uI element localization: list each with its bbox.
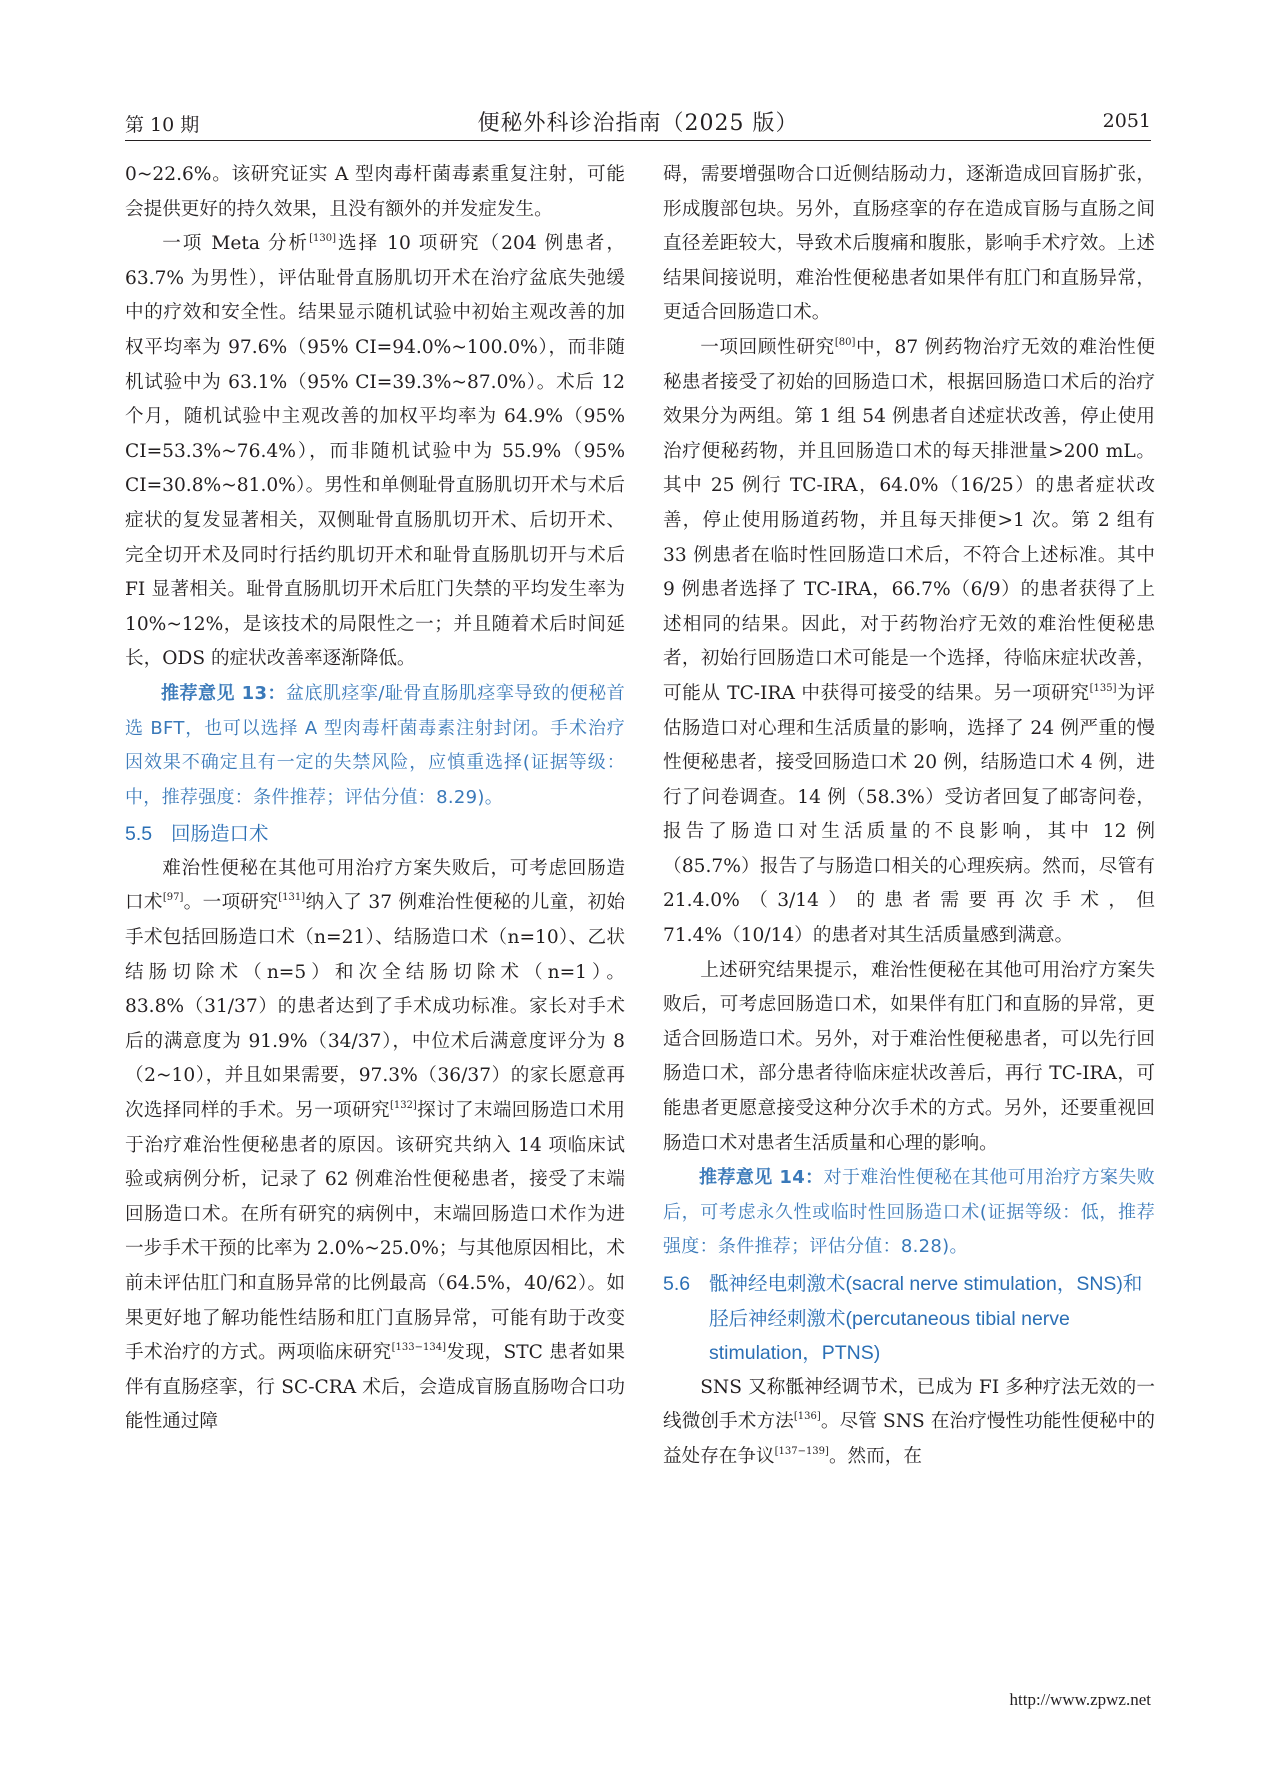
citation-ref: [97]	[162, 892, 184, 904]
left-column	[125, 158, 625, 1440]
text-run: 一项 Meta 分析	[162, 233, 310, 255]
paragraph: 碍，需要增强吻合口近侧结肠动力，逐渐造成回盲肠扩张，形成腹部包块。另外，直肠痉挛的存在造成盲肠与直肠之间直径差距较大，导致术后腹痛和腹胀，影响手术疗效。上述结果间接说明，难治性便秘患者如果伴有肛门和直肠异常，更适合回肠造口术。	[663, 164, 1155, 324]
recommendation-13	[125, 677, 625, 815]
journal-url[interactable]: http://www.zpwz.net	[1009, 1690, 1151, 1709]
text-run: 中，87 例药物治疗无效的难治性便秘患者接受了初始的回肠造口术，根据回肠造口术后的治疗效果分为两组。第 1 组 54 例患者自述症状改善，停止使用治疗便秘药物，并且回肠造口术的每天排泄量>200 mL。其中 25 例行 TC-IRA，64.0%（16/25）的患者症状改善，停止使用肠道药物，并且每天排便>1 次。第 2 组有 33 例患者在临时性回肠造口术后，不符合上述标准。其中 9 例患者选择了 TC-IRA，66.7%（6/9）的患者获得了上述相同的结果。因此，对于药物治疗无效的难治性便秘患者，初始行回肠造口术可能是一个选择，待临床症状改善，可能从 TC-IRA 中获得可接受的结果。另一项研究	[663, 336, 1155, 704]
journal-title: 便秘外科诊治指南（2025 版）	[477, 111, 799, 136]
right-column	[663, 158, 1155, 1475]
citation-ref: [135]	[1089, 682, 1117, 694]
recommendation-lead: 推荐意见 13：	[161, 682, 286, 704]
paragraph	[125, 227, 625, 677]
paragraph: 0~22.6%。该研究证实 A 型肉毒杆菌毒素重复注射，可能会提供更好的持久效果，且没有额外的并发症发生。	[125, 164, 625, 220]
section-heading-5-5	[125, 817, 625, 852]
section-title: 回肠造口术	[171, 823, 269, 846]
text-run: 一项回顾性研究	[700, 336, 835, 358]
section-number: 5.5	[125, 823, 153, 846]
recommendation-text: 对于难治性便秘在其他可用治疗方案失败后，可考虑永久性或临时性回肠造口术(证据等级：低，推荐强度：条件推荐；评估分值：8.28)。	[663, 1167, 1155, 1258]
text-run: SNS 又称骶神经调节术，已成为 FI 多种疗法无效的一线微创手术方法	[663, 1376, 1155, 1433]
text-run: 。一项研究	[183, 892, 279, 914]
section-title: 骶神经电刺激术(sacral nerve stimulation，SNS)和胫后神经刺激术(percutaneous tibial nerve stimulation，PTNS)	[709, 1273, 1143, 1365]
paragraph	[663, 1371, 1155, 1475]
issue-label: 第 10 期	[125, 114, 200, 136]
section-number: 5.6	[663, 1273, 691, 1295]
text-run: 。尽管 SNS 在治疗慢性功能性便秘中的益处存在争议	[663, 1411, 1155, 1467]
paragraph	[125, 852, 625, 1440]
citation-ref: [80]	[834, 336, 856, 348]
text-run: 选择 10 项研究（204 例患者，63.7% 为男性），评估耻骨直肠肌切开术在治疗盆底失弛缓中的疗效和安全性。结果显示随机试验中初始主观改善的加权平均率为 97.6%（95% CI=94.0%~100.0%），而非随机试验中为 63.1%（95% CI=39.3%~87.0%）。术后 12 个月，随机试验中主观改善的加权平均率为 64.9%（95% CI=53.3%~76.4%），而非随机试验中为 55.9%（95% CI=30.8%~81.0%）。男性和单侧耻骨直肠肌切开术与术后症状的复发显著相关，双侧耻骨直肠肌切开术、后切开术、完全切开术及同时行括约肌切开术和耻骨直肠肌切开与术后 FI 显著相关。耻骨直肠肌切开术后肛门失禁的平均发生率为 10%~12%，是该技术的局限性之一；并且随着术后时间延长，ODS 的症状改善率逐渐降低。	[125, 233, 625, 670]
page-number: 2051	[1102, 110, 1151, 132]
recommendation-14	[663, 1161, 1155, 1265]
header-rule	[125, 140, 1151, 141]
citation-ref: [131]	[278, 892, 306, 904]
citation-ref: [133−134]	[391, 1342, 446, 1354]
paragraph: 上述研究结果提示，难治性便秘在其他可用治疗方案失败后，可考虑回肠造口术，如果伴有肛门和直肠的异常，更适合回肠造口术。另外，对于难治性便秘患者，可以先行回肠造口术，部分患者待临床症状改善后，再行 TC-IRA，可能患者更愿意接受这种分次手术的方式。另外，还要重视回肠造口术对患者生活质量和心理的影响。	[663, 959, 1155, 1154]
page-header	[125, 104, 1151, 140]
text-run: 。然而，在	[828, 1445, 922, 1467]
citation-ref: [132]	[389, 1100, 417, 1112]
citation-ref: [136]	[793, 1411, 821, 1423]
recommendation-text: 盆底肌痉挛/耻骨直肠肌痉挛导致的便秘首选 BFT，也可以选择 A 型肉毒杆菌毒素注射封闭。手术治疗因效果不确定且有一定的失禁风险，应慎重选择(证据等级：中，推荐强度：条件推荐；评估分值：8.29)。	[125, 682, 625, 808]
text-run: 纳入了 37 例难治性便秘的儿童，初始手术包括回肠造口术（n=21）、结肠造口术（n=10）、乙状结肠切除术（n=5）和次全结肠切除术（n=1）。83.8%（31/37）的患者达到了手术成功标准。家长对手术后的满意度为 91.9%（34/37），中位术后满意度评分为 8（2~10），并且如果需要，97.3%（36/37）的家长愿意再次选择同样的手术。另一项研究	[125, 892, 625, 1122]
citation-ref: [137−139]	[774, 1445, 829, 1457]
text-run: 发现，STC 患者如果伴有直肠痉挛，行 SC-CRA 术后，会造成盲肠直肠吻合口功能性通过障	[125, 1342, 625, 1433]
text-run: 难治性便秘在其他可用治疗方案失败后，可考虑回肠造口术	[125, 857, 625, 914]
paragraph	[663, 331, 1155, 954]
citation-ref: [130]	[309, 233, 336, 245]
text-run: 探讨了末端回肠造口术用于治疗难治性便秘患者的原因。该研究共纳入 14 项临床试验或病例分析，记录了 62 例难治性便秘患者，接受了末端回肠造口术。在所有研究的病例中，末端回肠造口术作为进一步手术干预的比率为 2.0%~25.0%；与其他原因相比，术前未评估肛门和直肠异常的比例最高（64.5%，40/62）。如果更好地了解功能性结肠和肛门直肠异常，可能有助于改变手术治疗的方式。两项临床研究	[125, 1100, 625, 1364]
text-run: 为评估肠造口对心理和生活质量的影响，选择了 24 例严重的慢性便秘患者，接受回肠造口术 20 例，结肠造口术 4 例，进行了问卷调查。14 例（58.3%）受访者回复了邮寄问卷，报告了肠造口对生活质量的不良影响，其中 12 例（85.7%）报告了与肠造口相关的心理疾病。然而，尽管有 21.4.0%（3/14）的患者需要再次手术，但 71.4%（10/14）的患者对其生活质量感到满意。	[663, 682, 1155, 947]
section-heading-5-6	[663, 1267, 1155, 1371]
recommendation-lead: 推荐意见 14：	[699, 1167, 824, 1189]
